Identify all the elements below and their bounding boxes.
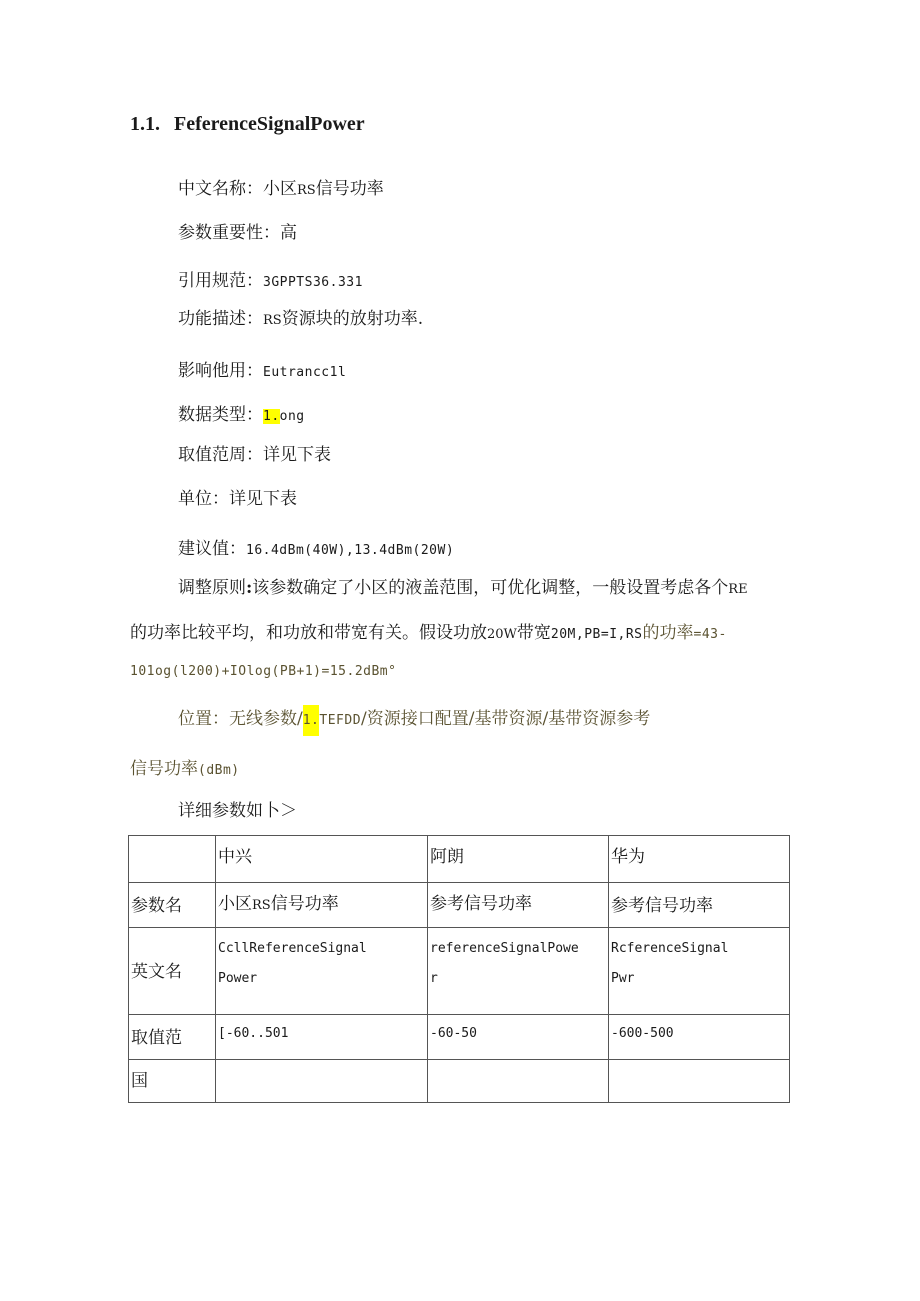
table-cell: 参考信号功率 bbox=[428, 883, 609, 928]
field-label: 数据类型： bbox=[178, 405, 263, 425]
field-label: 建议值： bbox=[178, 539, 246, 559]
highlighted-text: 1. bbox=[303, 705, 320, 736]
table-cell bbox=[428, 1060, 609, 1103]
adjust-line-3: 101og(l200)+IOlog(PB+1)=15.2dBm° bbox=[130, 664, 397, 679]
field-label: 取值范周： bbox=[178, 445, 263, 465]
cell-text: 信号功率 bbox=[270, 894, 339, 914]
row-label: 取值范 bbox=[129, 1015, 216, 1060]
table-cell bbox=[216, 883, 428, 928]
detail-intro: 详细参数如卜＞ bbox=[178, 801, 297, 821]
adjust-colon: : bbox=[246, 578, 253, 598]
table-cell: 参考信号功率 bbox=[609, 883, 790, 928]
field-value: 16.4dBm(40W),13.4dBm(20W) bbox=[246, 543, 455, 558]
table-header-row bbox=[129, 836, 790, 883]
field-value: ong bbox=[279, 409, 305, 424]
field-description bbox=[178, 304, 423, 329]
section-heading bbox=[130, 113, 365, 136]
adjust-text: 调整原则 bbox=[178, 578, 246, 598]
table-header-cell: 中兴 bbox=[216, 836, 428, 883]
field-label: 单位： bbox=[178, 489, 229, 509]
field-value-rs: RS bbox=[263, 313, 282, 328]
field-value: 资源块的放射功率. bbox=[281, 309, 424, 329]
location-path: /资源接口配置/基带资源/基带资源参考 bbox=[361, 709, 651, 729]
field-value: 详见下表 bbox=[263, 445, 331, 465]
field-value: 详见下表 bbox=[229, 489, 297, 509]
adjust-text-20w: 20W bbox=[487, 627, 517, 642]
field-value: 高 bbox=[280, 223, 297, 243]
table-cell bbox=[216, 1060, 428, 1103]
cell-line: Power bbox=[218, 971, 258, 986]
parameter-table bbox=[128, 835, 790, 1103]
table-cell bbox=[609, 1060, 790, 1103]
cell-line: Pwr bbox=[611, 971, 635, 986]
table-row bbox=[129, 1060, 790, 1103]
field-unit bbox=[178, 484, 297, 509]
field-suggested bbox=[178, 534, 454, 559]
field-label: 参数重要性： bbox=[178, 223, 280, 243]
location-line-2 bbox=[130, 754, 240, 779]
field-range bbox=[178, 440, 331, 465]
table-cell: -60-50 bbox=[428, 1015, 609, 1060]
field-label: 功能描述： bbox=[178, 309, 263, 329]
section-number: 1.1. bbox=[130, 113, 160, 135]
field-importance bbox=[178, 218, 297, 243]
field-value: 小区 bbox=[263, 179, 297, 199]
adjust-text-formula: =43- bbox=[693, 627, 727, 642]
adjust-line-2 bbox=[130, 618, 727, 643]
cell-line: CcllReferenceSignal bbox=[218, 941, 367, 956]
location-unit: (dBm) bbox=[198, 763, 240, 778]
location-path: TEFDD bbox=[319, 713, 362, 728]
highlighted-text: 1. bbox=[263, 409, 280, 424]
location-line-1 bbox=[178, 704, 650, 736]
field-value-suffix: 信号功率 bbox=[315, 179, 384, 199]
table-cell bbox=[216, 928, 428, 1015]
table-cell: [-60..501 bbox=[216, 1015, 428, 1060]
field-value: Eutrancc1l bbox=[263, 365, 347, 380]
table-row bbox=[129, 1015, 790, 1060]
table-header-cell bbox=[129, 836, 216, 883]
field-label: 影响他用： bbox=[178, 361, 263, 381]
cell-text: 小区 bbox=[218, 894, 252, 914]
field-spec bbox=[178, 266, 363, 291]
field-affects bbox=[178, 356, 346, 381]
adjust-text-params: 20M,PB=I,RS bbox=[550, 627, 643, 642]
table-cell: -600-500 bbox=[609, 1015, 790, 1060]
field-chinese-name bbox=[178, 174, 384, 199]
row-label: 国 bbox=[129, 1060, 216, 1103]
row-label: 英文名 bbox=[129, 928, 216, 1015]
field-label: 中文名称： bbox=[178, 179, 263, 199]
table-row bbox=[129, 928, 790, 1015]
field-value: 3GPPTS36.331 bbox=[263, 275, 363, 290]
cell-text-rs: RS bbox=[252, 898, 271, 913]
cell-line: RcferenceSignal bbox=[611, 941, 729, 956]
row-label: 参数名 bbox=[129, 883, 216, 928]
adjust-text: 的功率比较平均，和功放和带宽有关。假设功放 bbox=[130, 623, 487, 643]
location-text: 信号功率 bbox=[130, 759, 198, 779]
table-cell bbox=[428, 928, 609, 1015]
field-label: 引用规范： bbox=[178, 271, 263, 291]
adjust-text-re: RE bbox=[728, 582, 748, 597]
table-row bbox=[129, 883, 790, 928]
cell-line: r bbox=[430, 971, 438, 986]
field-value-rs: RS bbox=[297, 183, 316, 198]
table-cell bbox=[609, 928, 790, 1015]
adjust-line-1 bbox=[178, 573, 748, 598]
adjust-text: 的功率 bbox=[642, 623, 694, 643]
adjust-text: 带宽 bbox=[516, 623, 551, 643]
field-data-type bbox=[178, 400, 305, 425]
location-label: 位置：无线参数/ bbox=[178, 709, 303, 729]
section-title: FeferenceSignalPower bbox=[174, 113, 365, 135]
table-header-cell: 阿朗 bbox=[428, 836, 609, 883]
table-header-cell: 华为 bbox=[609, 836, 790, 883]
cell-line: referenceSignalPowe bbox=[430, 941, 579, 956]
adjust-text: 该参数确定了小区的液盖范围，可优化调整，一般设置考虑各个 bbox=[252, 578, 729, 598]
